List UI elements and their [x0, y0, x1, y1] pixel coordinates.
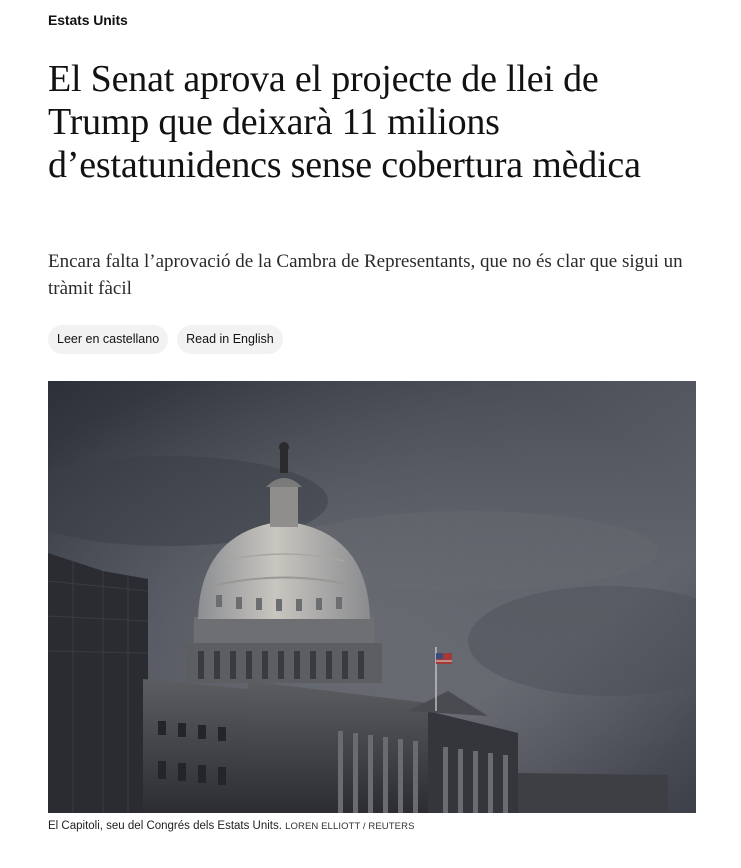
caption-text: El Capitoli, seu del Congrés dels Estats Units.: [48, 820, 282, 832]
language-switcher: [48, 325, 283, 354]
article-subtitle: Encara falta l’aprovació de la Cambra de Representants, que no és clar que sigui un tràmit fàcil: [48, 251, 683, 299]
article-photo: [48, 381, 696, 813]
photo-caption: [48, 820, 708, 832]
photo-credit: LOREN ELLIOTT / REUTERS: [285, 821, 415, 832]
read-in-english-button[interactable]: Read in English: [177, 325, 283, 354]
section-link[interactable]: Estats Units: [48, 12, 128, 28]
article-headline: El Senat aprova el projecte de llei de Trump que deixarà 11 milions d’estatunidencs sense cobertura mèdica: [48, 58, 641, 186]
read-in-spanish-button[interactable]: Leer en castellano: [48, 325, 168, 354]
